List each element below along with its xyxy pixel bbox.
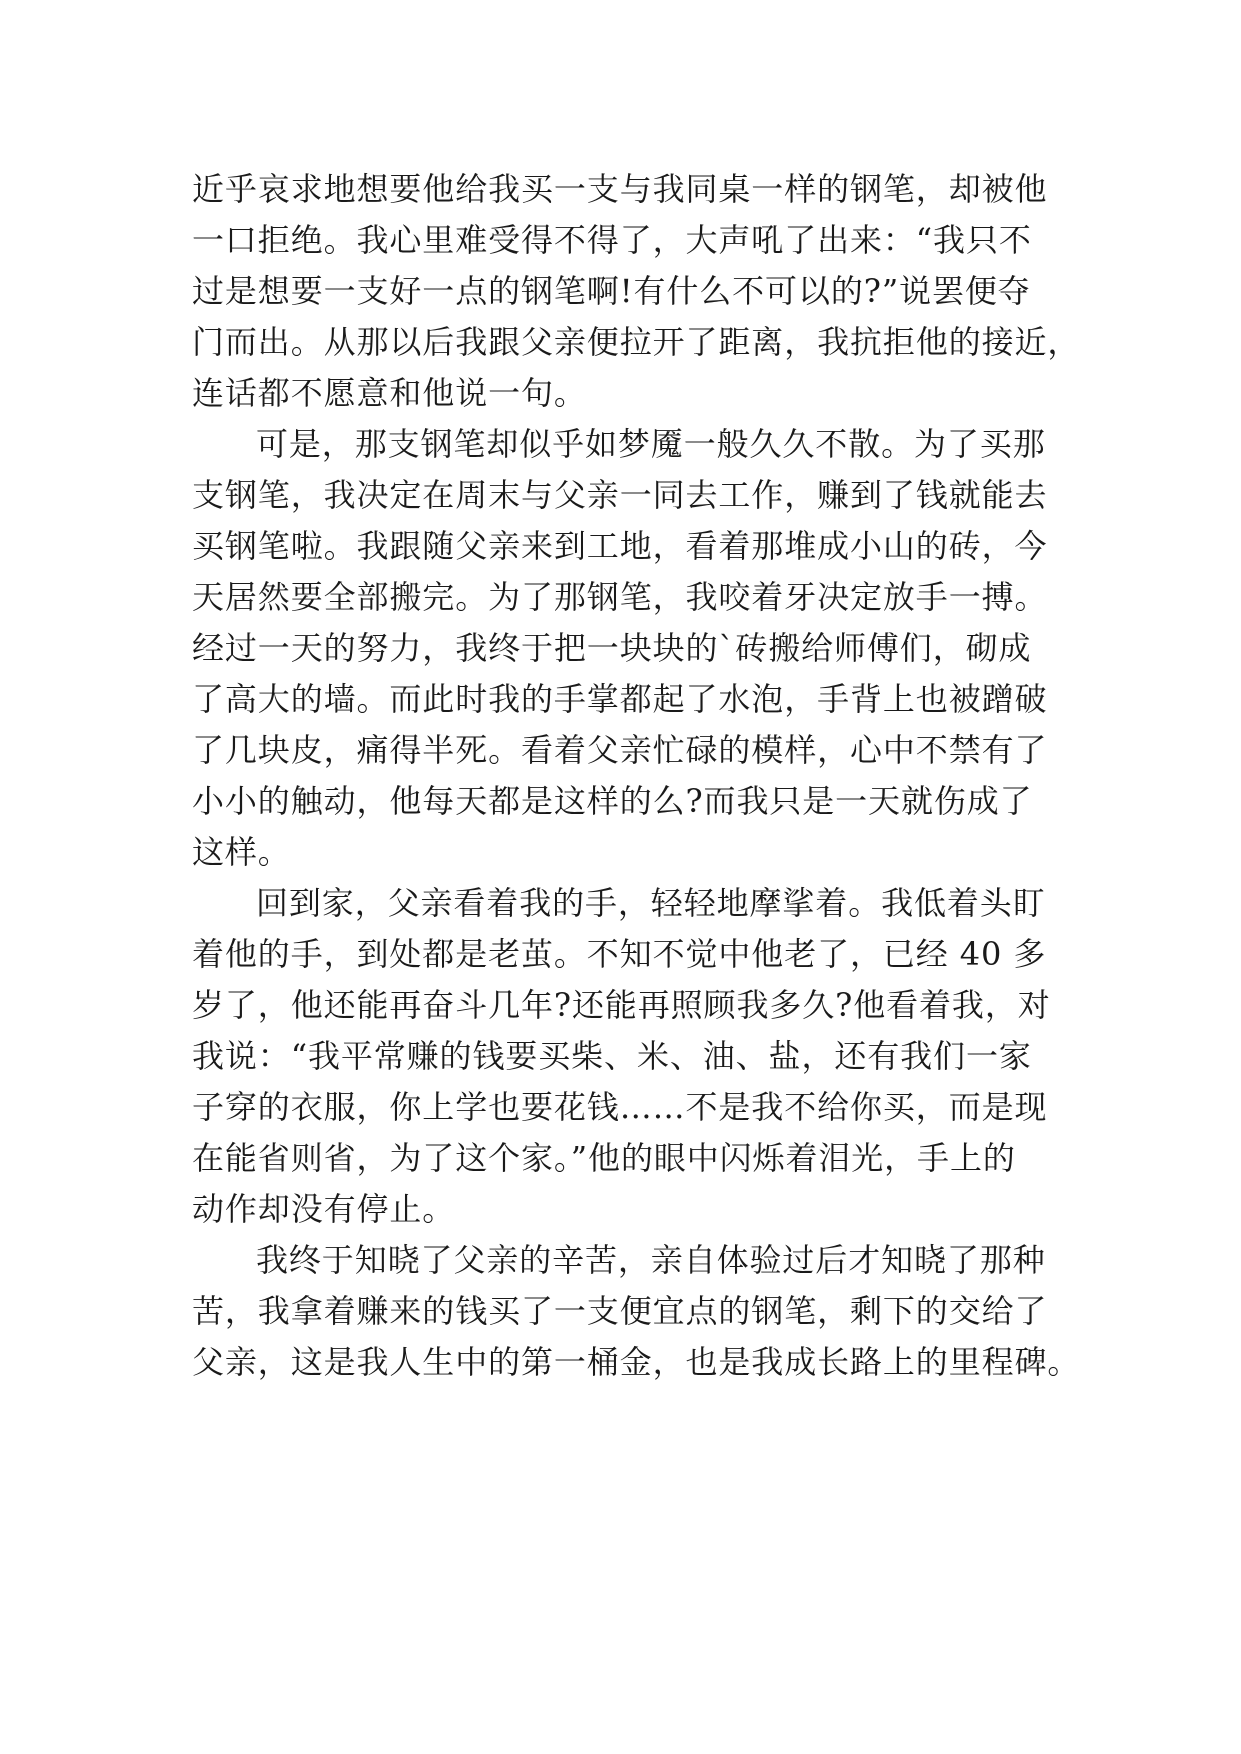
text-line: 岁了，他还能再奋斗几年?还能再照顾我多久?他看着我，对: [192, 986, 1051, 1024]
text-line: 经过一天的努力，我终于把一块块的`砖搬给师傅们，砌成: [192, 629, 1032, 667]
paragraph-start-line: 可是，那支钢笔却似乎如梦魇一般久久不散。为了买那: [256, 425, 1046, 463]
text-line: 在能省则省，为了这个家。”他的眼中闪烁着泪光，手上的: [192, 1139, 1016, 1177]
text-line: 门而出。从那以后我跟父亲便拉开了距离，我抗拒他的接近，: [192, 323, 1081, 361]
text-line: 我说：“我平常赚的钱要买柴、米、油、盐，还有我们一家: [192, 1037, 1032, 1075]
text-line: 这样。: [192, 833, 291, 871]
text-line: 着他的手，到处都是老茧。不知不觉中他老了，已经 40 多: [192, 935, 1047, 973]
text-line: 小小的触动，他每天都是这样的么?而我只是一天就伤成了: [192, 782, 1033, 820]
text-line: 了几块皮，痛得半死。看着父亲忙碌的模样，心中不禁有了: [192, 731, 1048, 769]
text-line: 一口拒绝。我心里难受得不得了，大声吼了出来：“我只不: [192, 221, 1032, 259]
text-line: 买钢笔啦。我跟随父亲来到工地，看着那堆成小山的砖，今: [192, 527, 1048, 565]
text-line: 支钢笔，我决定在周末与父亲一同去工作，赚到了钱就能去: [192, 476, 1048, 514]
text-line: 父亲，这是我人生中的第一桶金，也是我成长路上的里程碑。: [192, 1343, 1081, 1381]
paragraph-start-line: 我终于知晓了父亲的辛苦，亲自体验过后才知晓了那种: [256, 1241, 1046, 1279]
text-line: 过是想要一支好一点的钢笔啊!有什么不可以的?”说罢便夺: [192, 272, 1031, 310]
text-line: 连话都不愿意和他说一句。: [192, 374, 587, 412]
text-line: 了高大的墙。而此时我的手掌都起了水泡，手背上也被蹭破: [192, 680, 1048, 718]
text-line: 动作却没有停止。: [192, 1190, 456, 1228]
text-line: 苦，我拿着赚来的钱买了一支便宜点的钢笔，剩下的交给了: [192, 1292, 1048, 1330]
text-line: 天居然要全部搬完。为了那钢笔，我咬着牙决定放手一搏。: [192, 578, 1048, 616]
paragraph-start-line: 回到家，父亲看着我的手，轻轻地摩挲着。我低着头盯: [256, 884, 1046, 922]
text-line: 子穿的衣服，你上学也要花钱……不是我不给你买，而是现: [192, 1088, 1048, 1126]
text-line: 近乎哀求地想要他给我买一支与我同桌一样的钢笔，却被他: [192, 170, 1048, 208]
